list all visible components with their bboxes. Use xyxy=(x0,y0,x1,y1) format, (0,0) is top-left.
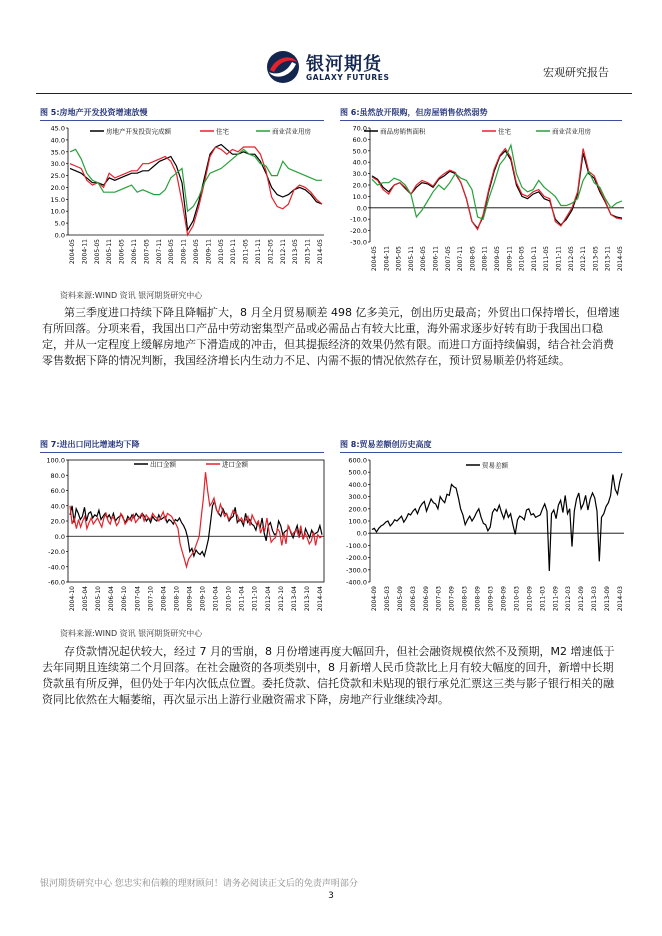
paragraph-trade xyxy=(42,305,624,369)
y-tick-label: 20.0 xyxy=(50,517,65,526)
y-tick-label: 20.0 xyxy=(352,181,367,190)
x-tick-label: 2009-05 xyxy=(494,246,501,272)
legend-label: 出口金额 xyxy=(150,460,176,469)
x-tick-label: 2006-11 xyxy=(432,246,440,272)
x-tick-label: 2004-09 xyxy=(371,586,378,612)
y-tick-label: 40.0 xyxy=(50,136,65,145)
series-line-2 xyxy=(70,472,322,567)
y-tick-label: 15.0 xyxy=(50,195,65,204)
y-tick-label: -100.0 xyxy=(346,541,367,550)
x-tick-label: 2005-11 xyxy=(106,239,114,265)
x-tick-label: 2005-09 xyxy=(396,586,404,612)
y-tick-label: -400.0 xyxy=(346,578,367,587)
x-tick-label: 2013-11 xyxy=(304,239,312,265)
x-tick-label: 2010-11 xyxy=(230,239,238,265)
x-tick-label: 2004-10 xyxy=(69,586,76,612)
x-tick-label: 2006-04 xyxy=(108,586,116,612)
y-tick-label: 10.0 xyxy=(352,192,367,201)
x-tick-label: 2007-05 xyxy=(444,246,452,272)
x-tick-label: 2006-11 xyxy=(131,239,138,265)
report-type: 宏观研究报告 xyxy=(543,66,609,79)
x-tick-label: 2006-10 xyxy=(121,586,129,612)
x-tick-label: 2012-11 xyxy=(279,238,287,265)
x-tick-label: 2004-11 xyxy=(81,239,89,265)
y-tick-label: 300.0 xyxy=(348,493,367,502)
x-tick-label: 2004-11 xyxy=(383,246,391,272)
x-tick-label: 2008-09 xyxy=(474,586,482,612)
y-tick-label: 60.0 xyxy=(50,487,65,495)
x-tick-label: 2008-11 xyxy=(180,239,188,265)
y-tick-label: 60.0 xyxy=(352,135,367,144)
x-tick-label: 2012-05 xyxy=(267,239,275,265)
y-tick-label: 30.0 xyxy=(352,170,367,179)
y-tick-label: 0.0 xyxy=(356,529,367,538)
x-tick-label: 2010-04 xyxy=(212,586,220,612)
fig8-title: 图 8:贸易差额创历史高度 xyxy=(340,440,432,449)
logo xyxy=(266,48,406,86)
legend-label: 商业营业用房 xyxy=(552,127,591,136)
y-tick-label: -40.0 xyxy=(48,563,65,572)
x-tick-label: 2005-05 xyxy=(93,239,101,265)
y-tick-label: 45.0 xyxy=(50,124,65,133)
fig8-rule xyxy=(340,452,622,453)
y-tick-label: 500.0 xyxy=(348,468,367,477)
x-tick-label: 2012-04 xyxy=(264,586,272,612)
x-tick-label: 2011-10 xyxy=(251,586,259,612)
x-tick-label: 2010-09 xyxy=(526,586,534,612)
footer-disclaimer: 银河期货研究中心 您忠实和信赖的理财顾问！请务必阅读正文后的免责声明部分 xyxy=(40,879,358,889)
y-tick-label: 0.0 xyxy=(54,231,65,240)
fig7-rule xyxy=(40,452,324,453)
y-tick-label: 100.0 xyxy=(348,517,367,526)
legend-label: 住宅 xyxy=(498,127,511,136)
x-tick-label: 2005-11 xyxy=(407,246,415,272)
y-tick-label: 35.0 xyxy=(50,148,65,157)
plot-frame xyxy=(68,460,324,582)
fig5-title: 图 5:房地产开发投资增速放慢 xyxy=(40,108,148,117)
x-tick-label: 2014-05 xyxy=(317,239,324,265)
x-tick-label: 2014-04 xyxy=(317,586,324,612)
y-tick-label: -60.0 xyxy=(48,578,65,587)
y-tick-label: -10.0 xyxy=(350,215,367,224)
legend-label: 商业营业用房 xyxy=(272,127,311,136)
x-tick-label: 2009-09 xyxy=(500,586,508,612)
x-tick-label: 2005-10 xyxy=(95,586,103,612)
x-tick-label: 2009-11 xyxy=(205,239,213,265)
legend-label: 商品房销售面积 xyxy=(380,127,426,136)
x-tick-label: 2007-11 xyxy=(155,239,163,265)
x-tick-label: 2009-10 xyxy=(199,586,207,612)
galaxy-logo-icon xyxy=(266,50,300,84)
x-tick-label: 2011-05 xyxy=(242,239,250,265)
x-tick-label: 2010-05 xyxy=(518,246,526,272)
x-tick-label: 2011-11 xyxy=(555,246,563,272)
x-tick-label: 2006-05 xyxy=(118,239,126,265)
x-tick-label: 2012-10 xyxy=(277,586,285,612)
y-tick-label: -30.0 xyxy=(350,238,367,247)
y-tick-label: 5.0 xyxy=(54,219,65,228)
x-tick-label: 2013-11 xyxy=(604,246,612,272)
fig6-rule xyxy=(340,120,622,121)
legend-label: 房地产开发投资完成额 xyxy=(106,127,171,136)
x-tick-label: 2010-03 xyxy=(513,586,521,612)
series-line-2 xyxy=(70,147,322,235)
x-tick-label: 2012-11 xyxy=(580,246,588,272)
x-tick-label: 2008-05 xyxy=(168,239,176,265)
y-tick-label: 20.0 xyxy=(50,183,65,192)
series-line-1 xyxy=(372,473,622,571)
x-tick-label: 2008-03 xyxy=(461,586,469,612)
x-tick-label: 2004-05 xyxy=(371,246,378,272)
x-tick-label: 2013-04 xyxy=(290,586,298,612)
y-tick-label: 30.0 xyxy=(50,160,65,169)
x-tick-label: 2007-03 xyxy=(435,586,443,612)
x-tick-label: 2009-03 xyxy=(487,586,495,612)
fig5-chart xyxy=(36,122,328,282)
x-tick-label: 2011-04 xyxy=(238,586,246,612)
x-tick-label: 2005-05 xyxy=(395,246,403,272)
x-tick-label: 2004-05 xyxy=(69,239,76,265)
y-tick-label: -300.0 xyxy=(346,566,367,575)
x-tick-label: 2008-11 xyxy=(481,246,489,272)
x-tick-label: 2013-10 xyxy=(303,586,311,612)
y-tick-label: 40.0 xyxy=(352,158,367,167)
legend-label: 贸易差额 xyxy=(482,461,508,470)
paragraph-credit xyxy=(42,644,624,708)
paragraph-credit-text: 存贷款情况起伏较大，经过 7 月的雪崩，8 月份增速再度大幅回升，但社会融资规模依然不及预期，M2 增速低于去年同期且连续第二个月回落。在社会融资的各项类别中，8 月新增人民币贷款比上月有较大幅度的回升，新增中长期贷款虽有所反弹，但仍处于年内次低点位置。委托贷款、信托贷款和未贴现的银行承兑汇票这三类与影子银行相关的融资同比依然在大幅萎缩，再次显示出上游行业融资需求下降，房地产行业继续冷却。 xyxy=(42,645,615,706)
x-tick-label: 2011-09 xyxy=(552,586,560,612)
y-tick-label: 10.0 xyxy=(50,207,65,216)
y-tick-label: 600.0 xyxy=(348,456,367,465)
y-tick-label: 80.0 xyxy=(50,471,65,480)
x-tick-label: 2008-10 xyxy=(173,586,181,612)
fig7-chart xyxy=(36,454,328,620)
y-tick-label: 25.0 xyxy=(50,172,65,181)
y-tick-label: -200.0 xyxy=(346,554,367,563)
x-tick-label: 2011-05 xyxy=(543,246,551,272)
x-tick-label: 2006-05 xyxy=(420,246,428,272)
x-tick-label: 2011-11 xyxy=(255,239,262,265)
x-tick-label: 2012-09 xyxy=(578,586,586,612)
x-tick-label: 2011-03 xyxy=(539,586,547,612)
x-tick-label: 2010-10 xyxy=(225,586,233,612)
fig5-rule xyxy=(40,120,324,121)
x-tick-label: 2008-05 xyxy=(469,246,477,272)
logo-en-text: GALAXY FUTURES xyxy=(306,73,390,82)
x-tick-label: 2013-03 xyxy=(591,586,599,612)
y-tick-label: -20.0 xyxy=(350,227,367,236)
x-tick-label: 2007-04 xyxy=(134,586,142,612)
legend-label: 住宅 xyxy=(216,127,229,136)
x-tick-label: 2006-09 xyxy=(422,586,430,612)
logo-cn-text: 银河期货 xyxy=(306,54,382,75)
series-line-2 xyxy=(372,149,622,230)
x-tick-label: 2010-11 xyxy=(530,246,538,272)
y-tick-label: 0.0 xyxy=(54,532,65,541)
y-tick-label: 0.0 xyxy=(356,204,367,213)
x-tick-label: 2007-05 xyxy=(143,239,151,265)
x-tick-label: 2007-09 xyxy=(448,586,456,612)
source-note-1: 资料来源:WIND 资讯 银河期货研究中心 xyxy=(60,291,203,300)
x-tick-label: 2005-04 xyxy=(82,586,90,612)
page-number: 3 xyxy=(328,891,334,901)
y-tick-label: 100.0 xyxy=(46,456,65,465)
source-note-2: 资料来源:WIND 资讯 银河期货研究中心 xyxy=(60,629,203,638)
x-tick-label: 2008-04 xyxy=(160,586,168,612)
x-tick-label: 2009-04 xyxy=(186,586,194,612)
y-tick-label: -20.0 xyxy=(48,548,65,556)
paragraph-trade-text: 第三季度进口持续下降且降幅扩大，8 月全月贸易顺差 498 亿多美元，创出历史最高；外贸出口保持增长，但增速有所回落。分项来看，我国出口产品中劳动密集型产品或必需品占有较大比重，海外需求逐步好转有助于我国出口稳定，并从一定程度上缓解房地产下滑造成的冲击，但其提振经济的效果仍然有限。而进口方面持续偏弱，结合社会消费零售数据下降的情况判断，我国经济增长内生动力不足、内需不振的情况依然存在，预计贸易顺差仍将延续。 xyxy=(42,306,620,367)
y-tick-label: 200.0 xyxy=(348,505,367,514)
fig7-title: 图 7:进出口同比增速均下降 xyxy=(40,440,140,449)
x-tick-label: 2012-03 xyxy=(565,586,573,612)
y-tick-label: 70.0 xyxy=(352,124,367,133)
x-tick-label: 2005-03 xyxy=(383,586,391,612)
header-rule xyxy=(36,93,632,94)
x-tick-label: 2010-05 xyxy=(217,239,225,265)
x-tick-label: 2013-05 xyxy=(292,239,300,265)
x-tick-label: 2013-05 xyxy=(592,246,600,272)
x-tick-label: 2014-05 xyxy=(617,246,624,272)
x-tick-label: 2006-03 xyxy=(409,586,417,612)
y-tick-label: 50.0 xyxy=(352,147,367,156)
fig6-title: 图 6:虽然放开限购，但房屋销售依然弱势 xyxy=(340,108,488,117)
x-tick-label: 2014-03 xyxy=(617,586,624,612)
y-tick-label: 400.0 xyxy=(348,480,367,489)
legend-label: 进口金额 xyxy=(222,460,248,469)
y-tick-label: 40.0 xyxy=(50,502,65,511)
x-tick-label: 2007-10 xyxy=(147,586,155,612)
x-tick-label: 2012-05 xyxy=(567,245,575,272)
fig8-chart xyxy=(336,454,628,620)
series-line-1 xyxy=(70,501,322,556)
x-tick-label: 2007-11 xyxy=(457,246,465,272)
x-tick-label: 2009-05 xyxy=(193,239,200,265)
x-tick-label: 2009-11 xyxy=(506,246,514,272)
x-tick-label: 2013-09 xyxy=(604,586,612,612)
fig6-chart xyxy=(336,122,628,282)
